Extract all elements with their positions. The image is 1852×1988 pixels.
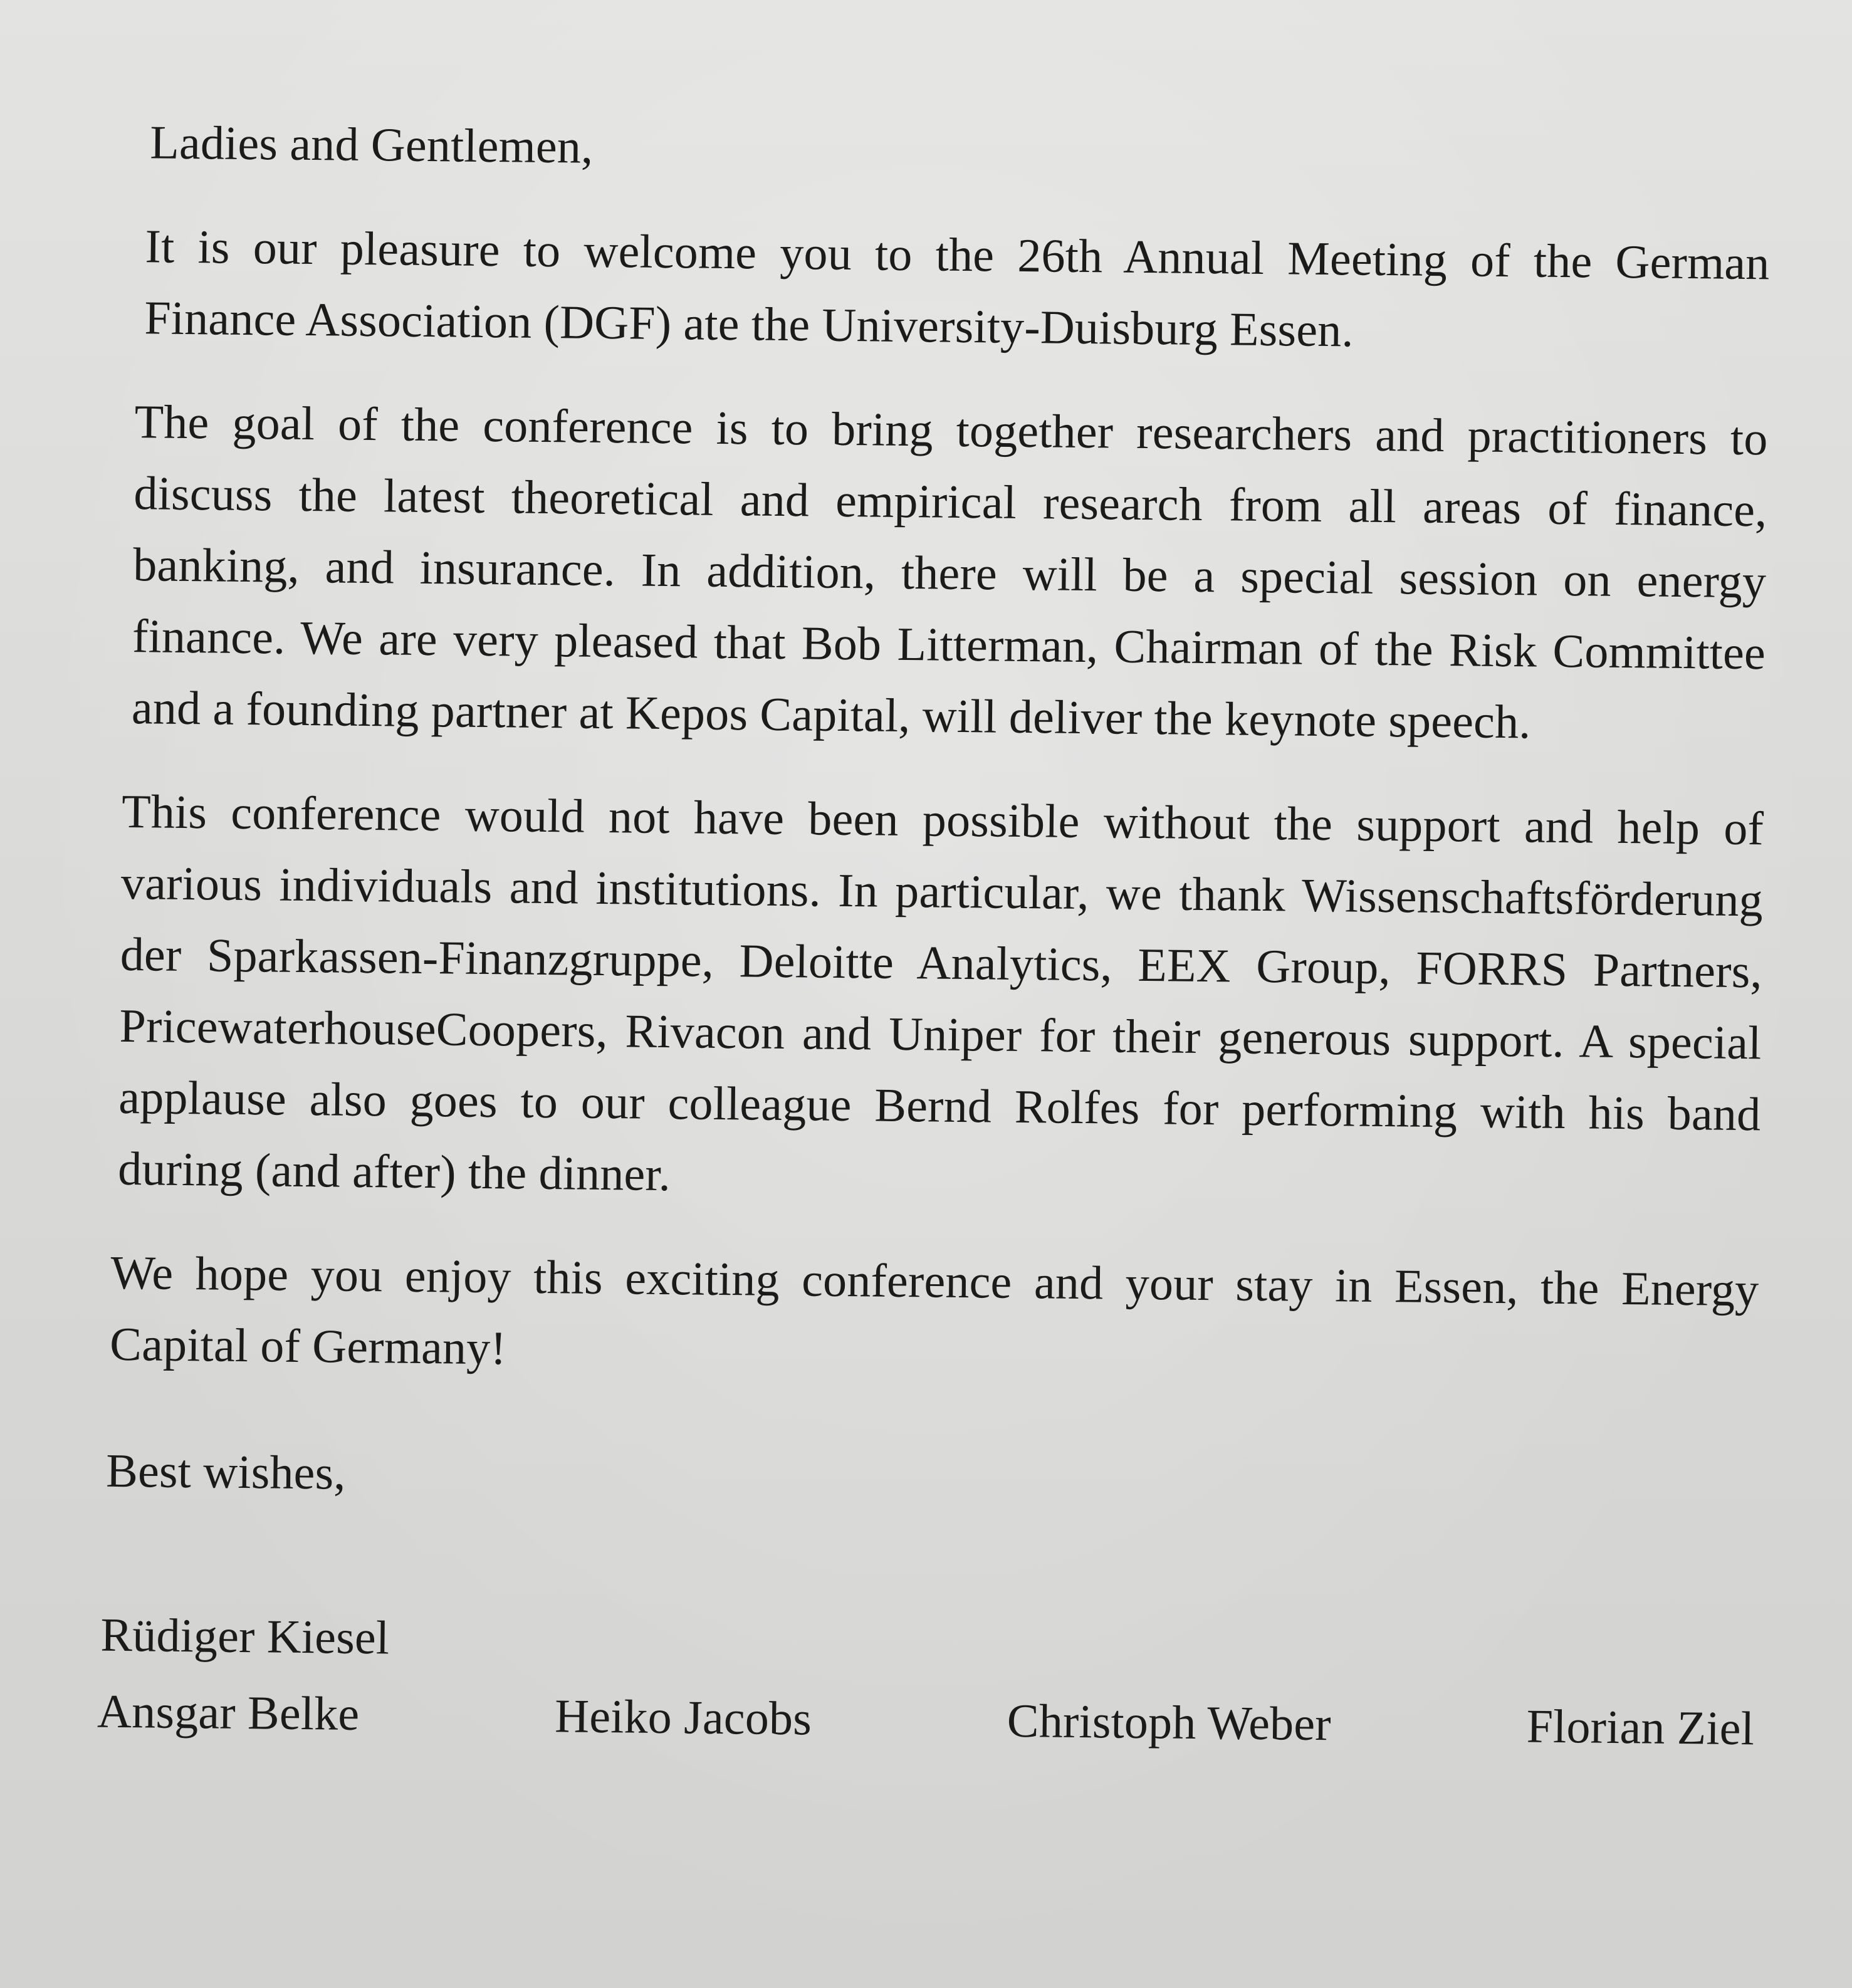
paragraph-welcome: It is our pleasure to welcome you to the 26th Annual Meeting of the German Finance Association (DGF) ate the University-Duisburg Essen. [144,220,1770,357]
signatories [97,1599,1755,1765]
letter-closing: Best wishes, [105,1444,347,1500]
paragraph-conference-goal: The goal of the conference is to bring together researchers and practitioners to discuss the latest theoretical and empirical research from all areas of finance, banking, and insurance. In addition, there will be a special session on energy finance. We are very pleased that Bob Litterman, Chairman of the Risk Committee and a founding partner at Kepos Capital, will deliver the keynote speech. [131,395,1769,749]
welcome-letter [97,107,1771,1764]
signer-name: Rüdiger Kiesel [100,1608,390,1665]
signer-name: Heiko Jacobs [554,1690,812,1745]
signer-name: Ansgar Belke [97,1685,360,1740]
signer-row [97,1676,1755,1765]
signer-name: Florian Ziel [1526,1700,1755,1755]
paragraph-closing-wishes: We hope you enjoy this exciting conference and your stay in Essen, the Energy Capital of Germany! [109,1246,1759,1375]
letter-greeting: Ladies and Gentlemen, [149,116,594,174]
signer-name: Christoph Weber [1007,1694,1332,1751]
paragraph-acknowledgements: This conference would not have been possible without the support and help of various individuals and institutions. In particular, we thank Wissenschaftsförderung der Sparkassen-Finanzgruppe, Deloitte Analytics, EEX Group, FORRS Partners, PricewaterhouseCoopers, Rivacon and Uniper for their generous support. A special applause also goes to our colleague Bernd Rolfes for performing with his band during (and after) the dinner. [117,785,1764,1201]
